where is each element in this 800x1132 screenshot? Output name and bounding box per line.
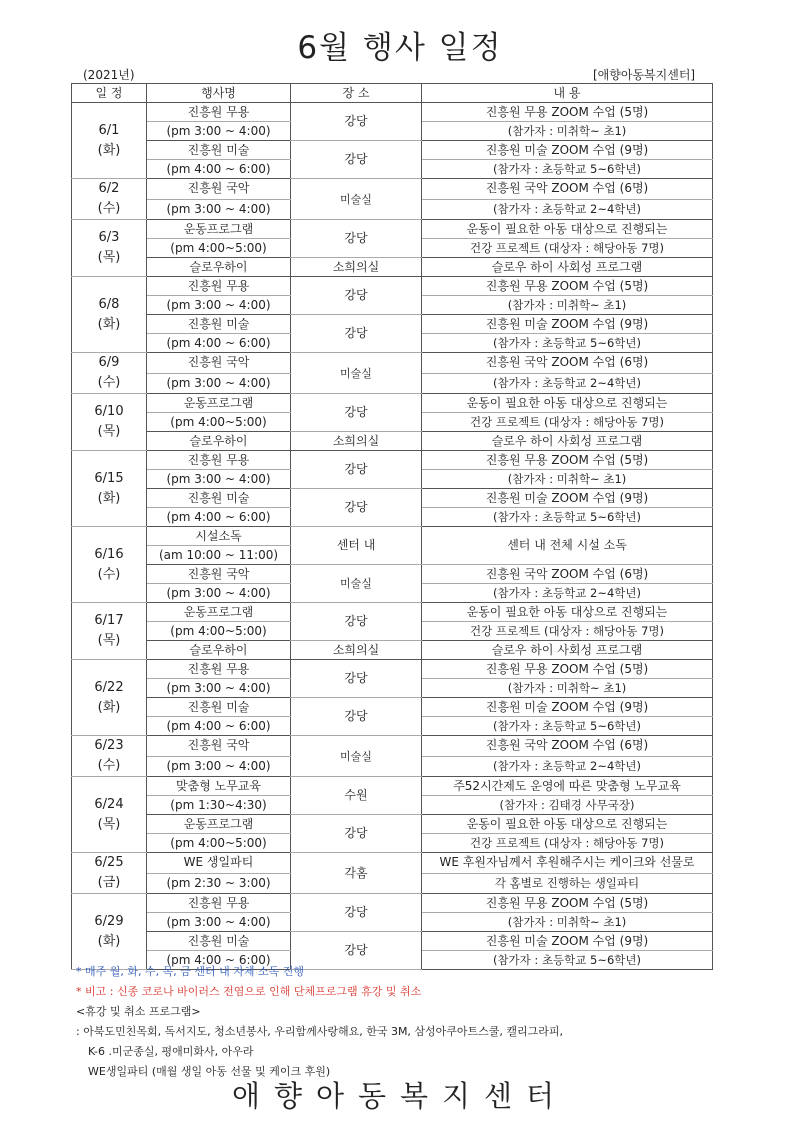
date-cell bbox=[72, 220, 147, 277]
event-participants: (참가자 : 초등학교 5~6학년) bbox=[422, 334, 713, 353]
table-row bbox=[72, 853, 713, 874]
date-cell bbox=[72, 451, 147, 527]
date-weekday: (수) bbox=[97, 375, 121, 390]
event-place: 소희의실 bbox=[291, 432, 422, 451]
event-participants: 건강 프로젝트 (대상자 : 해당아동 7명) bbox=[422, 413, 713, 432]
event-desc: 진흥원 미술 ZOOM 수업 (9명) bbox=[422, 932, 713, 951]
event-place: 강당 bbox=[291, 141, 422, 179]
event-participants: (참가자 : 미취학~ 초1) bbox=[422, 296, 713, 315]
date-weekday: (목) bbox=[97, 250, 121, 265]
footer-org-name: 애향아동복지센터 bbox=[231, 1079, 569, 1113]
event-place: 강당 bbox=[291, 277, 422, 315]
event-place: 각홈 bbox=[291, 853, 422, 894]
table-row bbox=[72, 432, 713, 451]
event-desc: 슬로우 하이 사회성 프로그램 bbox=[422, 432, 713, 451]
event-name: 운동프로그램 bbox=[147, 603, 291, 622]
header-date: 일 정 bbox=[72, 84, 147, 103]
date-weekday: (수) bbox=[97, 758, 121, 773]
date-cell bbox=[72, 660, 147, 736]
event-desc: 진흥원 무용 ZOOM 수업 (5명) bbox=[422, 277, 713, 296]
event-time: (pm 4:00 ~ 6:00) bbox=[147, 508, 291, 527]
table-row bbox=[72, 660, 713, 679]
event-place: 강당 bbox=[291, 394, 422, 432]
date-weekday: (화) bbox=[97, 142, 121, 158]
event-place: 소희의실 bbox=[291, 641, 422, 660]
event-desc: 운동이 필요한 아동 대상으로 진행되는 bbox=[422, 815, 713, 834]
event-participants: (참가자 : 미취학~ 초1) bbox=[422, 679, 713, 698]
date-day: 6/1 bbox=[98, 122, 120, 138]
date-day: 6/23 bbox=[94, 738, 124, 753]
event-place: 미술실 bbox=[291, 179, 422, 220]
event-place: 강당 bbox=[291, 894, 422, 932]
event-desc: 진흥원 무용 ZOOM 수업 (5명) bbox=[422, 103, 713, 122]
table-row bbox=[72, 641, 713, 660]
event-time: (pm 3:00 ~ 4:00) bbox=[147, 584, 291, 603]
notes-section bbox=[76, 962, 726, 1082]
event-desc: 슬로우 하이 사회성 프로그램 bbox=[422, 641, 713, 660]
event-time: (pm 4:00~5:00) bbox=[147, 834, 291, 853]
event-name: 슬로우하이 bbox=[147, 432, 291, 451]
event-desc: 진흥원 미술 ZOOM 수업 (9명) bbox=[422, 489, 713, 508]
date-cell bbox=[72, 179, 147, 220]
event-desc: 진흥원 미술 ZOOM 수업 (9명) bbox=[422, 315, 713, 334]
event-participants: (참가자 : 미취학~ 초1) bbox=[422, 122, 713, 141]
event-desc: 진흥원 국악 ZOOM 수업 (6명) bbox=[422, 565, 713, 584]
header-event: 행사명 bbox=[147, 84, 291, 103]
date-cell bbox=[72, 277, 147, 353]
date-weekday: (목) bbox=[97, 816, 121, 832]
cancelled-heading: <휴강 및 취소 프로그램> bbox=[76, 1005, 201, 1018]
date-day: 6/3 bbox=[98, 230, 120, 245]
event-name: 진흥원 무용 bbox=[147, 103, 291, 122]
year-label: (2021년) bbox=[83, 68, 135, 82]
event-place: 강당 bbox=[291, 932, 422, 970]
event-desc: WE 후원자님께서 후원해주시는 케이크와 선물로 bbox=[422, 853, 713, 874]
event-time: (pm 3:00 ~ 4:00) bbox=[147, 913, 291, 932]
event-desc: 진흥원 무용 ZOOM 수업 (5명) bbox=[422, 660, 713, 679]
event-name: 진흥원 미술 bbox=[147, 489, 291, 508]
event-place: 강당 bbox=[291, 489, 422, 527]
event-desc: 운동이 필요한 아동 대상으로 진행되는 bbox=[422, 220, 713, 239]
event-time: (pm 3:00 ~ 4:00) bbox=[147, 122, 291, 141]
date-weekday: (수) bbox=[97, 201, 121, 216]
event-time: (pm 4:00~5:00) bbox=[147, 239, 291, 258]
event-name: 진흥원 국악 bbox=[147, 179, 291, 200]
event-name: 진흥원 국악 bbox=[147, 353, 291, 374]
table-row bbox=[72, 932, 713, 951]
event-participants: (참가자 : 미취학~ 초1) bbox=[422, 470, 713, 489]
event-participants: 건강 프로젝트 (대상자 : 해당아동 7명) bbox=[422, 622, 713, 641]
event-participants: 각 홈별로 진행하는 생일파티 bbox=[422, 873, 713, 894]
date-weekday: (화) bbox=[97, 490, 121, 506]
date-day: 6/8 bbox=[98, 296, 120, 312]
table-row bbox=[72, 220, 713, 239]
event-desc: 운동이 필요한 아동 대상으로 진행되는 bbox=[422, 394, 713, 413]
event-participants: (참가자 : 초등학교 2~4학년) bbox=[422, 199, 713, 220]
org-tag: [애향아동복지센터] bbox=[593, 68, 696, 82]
event-place: 강당 bbox=[291, 815, 422, 853]
event-name: 슬로우하이 bbox=[147, 641, 291, 660]
event-time: (pm 4:00~5:00) bbox=[147, 413, 291, 432]
schedule-body bbox=[72, 103, 713, 970]
event-time: (pm 3:00 ~ 4:00) bbox=[147, 373, 291, 394]
event-time: (pm 3:00 ~ 4:00) bbox=[147, 296, 291, 315]
event-place: 강당 bbox=[291, 660, 422, 698]
cancelled-line-1: : 아북도민친목회, 독서지도, 청소년봉사, 우리함께사랑해요, 한국 3M, 삼성아쿠아트스쿨, 캘리그라피, bbox=[76, 1025, 564, 1038]
table-row bbox=[72, 141, 713, 160]
event-place: 미술실 bbox=[291, 736, 422, 777]
date-weekday: (목) bbox=[97, 633, 121, 648]
table-row bbox=[72, 179, 713, 200]
event-desc: 진흥원 미술 ZOOM 수업 (9명) bbox=[422, 698, 713, 717]
cancelled-line-2: K-6 .미군종실, 평애미화사, 아우라 bbox=[88, 1045, 254, 1058]
event-time: (pm 3:00 ~ 4:00) bbox=[147, 470, 291, 489]
table-row bbox=[72, 315, 713, 334]
event-time: (pm 4:00 ~ 6:00) bbox=[147, 951, 291, 970]
event-participants: (참가자 : 김태경 사무국장) bbox=[422, 796, 713, 815]
event-desc: 슬로우 하이 사회성 프로그램 bbox=[422, 258, 713, 277]
event-participants: 건강 프로젝트 (대상자 : 해당아동 7명) bbox=[422, 239, 713, 258]
date-cell bbox=[72, 777, 147, 853]
event-place: 강당 bbox=[291, 103, 422, 141]
date-cell bbox=[72, 394, 147, 451]
event-time: (pm 2:30 ~ 3:00) bbox=[147, 873, 291, 894]
date-day: 6/15 bbox=[94, 470, 124, 486]
date-day: 6/24 bbox=[94, 796, 124, 812]
event-desc: 진흥원 무용 ZOOM 수업 (5명) bbox=[422, 451, 713, 470]
date-day: 6/29 bbox=[94, 913, 124, 929]
table-row bbox=[72, 527, 713, 546]
page-title: 6월 행사 일정 bbox=[297, 30, 503, 66]
event-time: (pm 3:00 ~ 4:00) bbox=[147, 679, 291, 698]
event-participants: (참가자 : 초등학교 2~4학년) bbox=[422, 584, 713, 603]
table-row bbox=[72, 489, 713, 508]
event-place: 수원 bbox=[291, 777, 422, 815]
table-row bbox=[72, 353, 713, 374]
event-name: 진흥원 국악 bbox=[147, 736, 291, 757]
date-day: 6/10 bbox=[94, 404, 124, 419]
event-time: (pm 4:00 ~ 6:00) bbox=[147, 717, 291, 736]
date-day: 6/2 bbox=[98, 181, 120, 196]
event-name: 운동프로그램 bbox=[147, 394, 291, 413]
event-name: 시설소독 bbox=[147, 527, 291, 546]
event-participants: (참가자 : 초등학교 5~6학년) bbox=[422, 717, 713, 736]
date-cell bbox=[72, 894, 147, 970]
event-time: (pm 4:00 ~ 6:00) bbox=[147, 334, 291, 353]
date-day: 6/16 bbox=[94, 546, 124, 562]
event-desc: 진흥원 국악 ZOOM 수업 (6명) bbox=[422, 736, 713, 757]
event-place: 강당 bbox=[291, 315, 422, 353]
date-cell bbox=[72, 103, 147, 179]
date-cell bbox=[72, 736, 147, 777]
event-place: 강당 bbox=[291, 698, 422, 736]
event-place: 센터 내 bbox=[291, 527, 422, 565]
table-row bbox=[72, 394, 713, 413]
event-desc: 운동이 필요한 아동 대상으로 진행되는 bbox=[422, 603, 713, 622]
table-row bbox=[72, 451, 713, 470]
event-name: 진흥원 무용 bbox=[147, 277, 291, 296]
table-row bbox=[72, 603, 713, 622]
note-covid: * 비고 : 신종 코로나 바이러스 전염으로 인해 단체프로그램 휴강 및 취소 bbox=[76, 985, 422, 998]
event-place: 소희의실 bbox=[291, 258, 422, 277]
event-desc: 주52시간제도 운영에 따른 맞춤형 노무교육 bbox=[422, 777, 713, 796]
event-time: (pm 3:00 ~ 4:00) bbox=[147, 199, 291, 220]
note-disinfection: * 매주 월, 화, 수, 목, 금 센터 내 자체 소독 진행 bbox=[76, 965, 304, 978]
event-participants: 건강 프로젝트 (대상자 : 해당아동 7명) bbox=[422, 834, 713, 853]
event-desc: 진흥원 미술 ZOOM 수업 (9명) bbox=[422, 141, 713, 160]
event-participants: (참가자 : 초등학교 2~4학년) bbox=[422, 373, 713, 394]
date-cell bbox=[72, 353, 147, 394]
table-row bbox=[72, 698, 713, 717]
event-time: (pm 4:00 ~ 6:00) bbox=[147, 160, 291, 179]
date-cell bbox=[72, 527, 147, 603]
event-desc: 진흥원 국악 ZOOM 수업 (6명) bbox=[422, 179, 713, 200]
event-name: 진흥원 미술 bbox=[147, 698, 291, 717]
date-day: 6/9 bbox=[98, 355, 120, 370]
event-participants: (참가자 : 미취학~ 초1) bbox=[422, 913, 713, 932]
table-row bbox=[72, 777, 713, 796]
event-name: 슬로우하이 bbox=[147, 258, 291, 277]
date-day: 6/22 bbox=[94, 679, 124, 695]
table-row bbox=[72, 894, 713, 913]
event-name: 맞춤형 노무교육 bbox=[147, 777, 291, 796]
date-cell bbox=[72, 603, 147, 660]
schedule-table bbox=[71, 83, 713, 970]
event-participants: (참가자 : 초등학교 5~6학년) bbox=[422, 508, 713, 527]
table-row bbox=[72, 258, 713, 277]
event-name: 진흥원 미술 bbox=[147, 315, 291, 334]
event-name: 진흥원 미술 bbox=[147, 932, 291, 951]
date-weekday: (화) bbox=[97, 316, 121, 332]
event-place: 미술실 bbox=[291, 353, 422, 394]
date-weekday: (금) bbox=[97, 875, 121, 890]
event-participants: (참가자 : 초등학교 5~6학년) bbox=[422, 951, 713, 970]
event-place: 강당 bbox=[291, 603, 422, 641]
event-name: 진흥원 무용 bbox=[147, 894, 291, 913]
event-desc: 센터 내 전체 시설 소독 bbox=[422, 527, 713, 565]
event-desc: 진흥원 국악 ZOOM 수업 (6명) bbox=[422, 353, 713, 374]
event-participants: (참가자 : 초등학교 5~6학년) bbox=[422, 160, 713, 179]
table-row bbox=[72, 815, 713, 834]
date-weekday: (화) bbox=[97, 699, 121, 715]
event-place: 미술실 bbox=[291, 565, 422, 603]
event-time: (pm 4:00~5:00) bbox=[147, 622, 291, 641]
event-name: 운동프로그램 bbox=[147, 220, 291, 239]
date-cell bbox=[72, 853, 147, 894]
date-weekday: (수) bbox=[97, 566, 121, 582]
cancelled-line-3: WE생일파티 (매월 생일 아동 선물 및 케이크 후원) bbox=[88, 1065, 331, 1078]
event-name: 진흥원 국악 bbox=[147, 565, 291, 584]
event-name: 진흥원 미술 bbox=[147, 141, 291, 160]
event-time: (pm 3:00 ~ 4:00) bbox=[147, 756, 291, 777]
event-place: 강당 bbox=[291, 220, 422, 258]
date-weekday: (화) bbox=[97, 933, 121, 949]
event-name: WE 생일파티 bbox=[147, 853, 291, 874]
event-name: 진흥원 무용 bbox=[147, 451, 291, 470]
event-time: (am 10:00 ~ 11:00) bbox=[147, 546, 291, 565]
table-row bbox=[72, 277, 713, 296]
table-row bbox=[72, 736, 713, 757]
event-place: 강당 bbox=[291, 451, 422, 489]
date-weekday: (목) bbox=[97, 424, 121, 439]
date-day: 6/17 bbox=[94, 613, 124, 628]
table-row bbox=[72, 565, 713, 584]
event-participants: (참가자 : 초등학교 2~4학년) bbox=[422, 756, 713, 777]
header-content: 내 용 bbox=[422, 84, 713, 103]
event-time: (pm 1:30~4:30) bbox=[147, 796, 291, 815]
event-desc: 진흥원 무용 ZOOM 수업 (5명) bbox=[422, 894, 713, 913]
table-header-row bbox=[72, 84, 713, 103]
date-day: 6/25 bbox=[94, 855, 124, 870]
header-place: 장 소 bbox=[291, 84, 422, 103]
event-name: 진흥원 무용 bbox=[147, 660, 291, 679]
table-row bbox=[72, 103, 713, 122]
event-name: 운동프로그램 bbox=[147, 815, 291, 834]
